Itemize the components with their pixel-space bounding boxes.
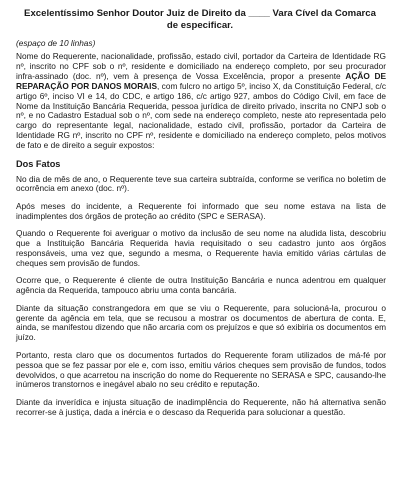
header-line-1: Excelentíssimo Senhor Doutor Juiz de Direito da ____ Vara Cível da Comarca — [24, 8, 376, 19]
intro-text-2: , com fulcro no artigo 5º, inciso X, da Constituição Federal, c/c artigo 6º, inciso VI e 14, do CDC, e artigo 186, c/c artigo 927, ambos do Código Civil, em face de Nome da Instituição Bancária Requerida, pessoa jurídica de direito privado, inscrita no CNPJ sob o nº, e no Cadastro Estadual sob o nº, com sede na endereço completo, neste ato representada pelo cargo do representante legal, nacionalidade, estado civil, profissão, portador da Carteira de Identidade RG nº, inscrito no CPF nº, residente e domiciliado na endereço completo, pelos motivos de fato e de direito a seguir expostos: — [16, 80, 386, 151]
fact-paragraph-5: Diante da situação constrangedora em que se viu o Requerente, para solucioná-la, procurou o gerente da agência em tela, que se recusou a mostrar os documentos de abertura de conta. E, ainda, se manifestou dizendo que não arcaria com os prejuízos e que só exibiria os documentos em juízo. — [16, 302, 386, 343]
section-heading: Dos Fatos — [16, 158, 61, 169]
fact-paragraph-7: Diante da inverídica e injusta situação de inadimplência do Requerente, não há alternativa senão recorrer-se à justiça, dada a inércia e o descaso da Requerida para solucionar a questão. — [16, 396, 386, 417]
fact-paragraph-1: No dia de mês de ano, o Requerente teve sua carteira subtraída, conforme se verifica no boletim de ocorrência em anexo (doc. nº). — [16, 173, 386, 194]
fact-paragraph-2: Após meses do incidente, a Requerente foi informado que seu nome estava na lista de inadimplentes dos órgãos de proteção ao crédito (SPC e SERASA). — [16, 200, 386, 221]
fact-paragraph-3: Quando o Requerente foi averiguar o motivo da inclusão de seu nome na aludida lista, descobriu que a Instituição Bancária Requerida havia requisitado o seu cadastro junto aos órgãos responsáveis, uma vez que, segundo a mesma, o Requerente havia emitido várias cártulas de cheques sem provisão de fundos. — [16, 228, 386, 268]
fact-paragraph-6: Portanto, resta claro que os documentos furtados do Requerente foram utilizados de má-fé por pessoa que se fez passar por ele e, com isso, emitiu vários cheques sem provisão de fundos, todos devolvidos, o que acarretou na inscrição do nome do Requerente no SERASA e SPC, causando-lhe inúmeros transtornos e inegável abalo no seu crédito e reputação. — [16, 349, 386, 390]
intro-text-1: Nome do Requerente, nacionalidade, profissão, estado civil, portador da Carteira de Identidade RG nº, inscrito no CPF sob o nº, residente e domiciliado na endereço completo, por seu procurador infra-assinado (doc. nº), vem à presença de Vossa Excelência, propor a presente — [16, 51, 386, 81]
intro-paragraph — [16, 52, 386, 151]
court-address-header — [14, 8, 386, 31]
spacing-note: (espaço de 10 linhas) — [16, 38, 96, 48]
fact-paragraph-4: Ocorre que, o Requerente é cliente de outra Instituição Bancária e nunca adentrou em qualquer agência da Requerida, tampouco abriu uma conta bancária. — [16, 275, 386, 296]
action-title: AÇÃO DE REPARAÇÃO POR DANOS MORAIS — [16, 70, 387, 91]
header-line-2: de especificar. — [166, 19, 234, 31]
